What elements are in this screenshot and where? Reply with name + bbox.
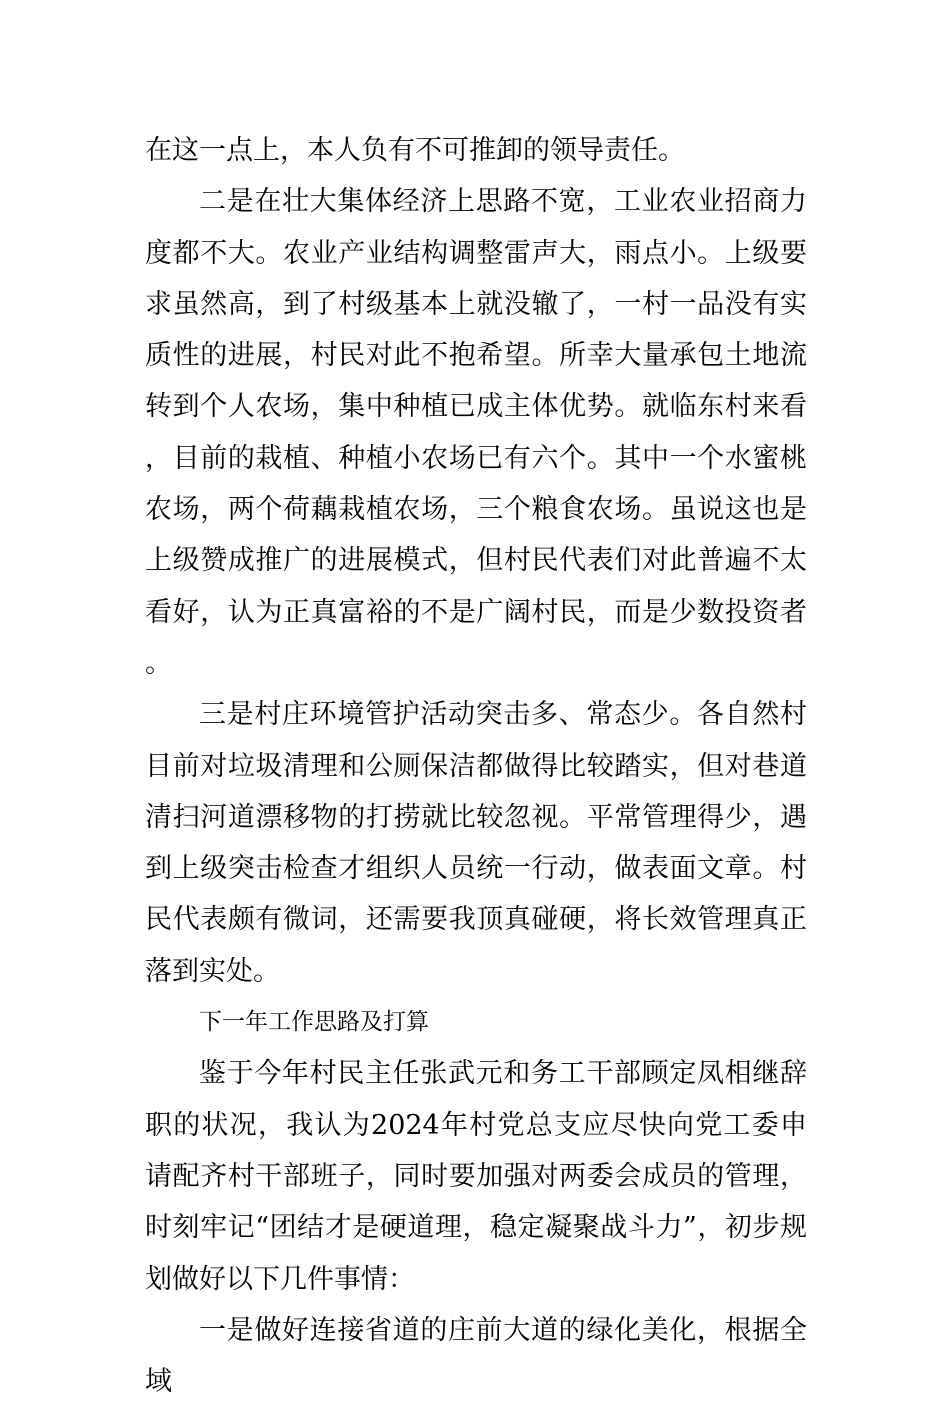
paragraph-5: 一是做好连接省道的庄前大道的绿化美化，根据全域 <box>145 1314 807 1398</box>
section-heading: 下一年工作思路及打算 <box>199 1009 429 1036</box>
paragraph-2: 二是在壮大集体经济上思路不宽，工业农业招商力度都不大。农业产业结构调整雷声大，雨点小。上级要求虽然高，到了村级基本上就没辙了，一村一品没有实质性的进展，村民对此不抱希望。所幸大量承包土地流转到个人农场，集中种植已成主体优势。就临东村来看，目前的栽植、种植小农场已有六个。其中一个水蜜桃农场，两个荷藕栽植农场，三个粮食农场。虽说这也是上级赞成推广的进展模式，但村民代表们对此普遍不太看好，认为正真富裕的不是广阔村民，而是少数投资者。 <box>145 186 807 679</box>
document-body <box>145 125 807 1407</box>
paragraph-1: 在这一点上，本人负有不可推卸的领导责任。 <box>145 135 685 166</box>
paragraph-4: 鉴于今年村民主任张武元和务工干部顾定凤相继辞职的状况，我认为2024年村党总支应尽快向党工委申请配齐村干部班子，同时要加强对两委会成员的管理，时刻牢记“团结才是硬道理，稳定凝聚战斗力”，初步规划做好以下几件事情： <box>145 1058 807 1295</box>
paragraph-3: 三是村庄环境管护活动突击多、常态少。各自然村目前对垃圾清理和公厕保洁都做得比较踏实，但对巷道清扫河道漂移物的打捞就比较忽视。平常管理得少，遇到上级突击检查才组织人员统一行动，做表面文章。村民代表颇有微词，还需要我顶真碰硬，将长效管理真正落到实处。 <box>145 699 807 987</box>
